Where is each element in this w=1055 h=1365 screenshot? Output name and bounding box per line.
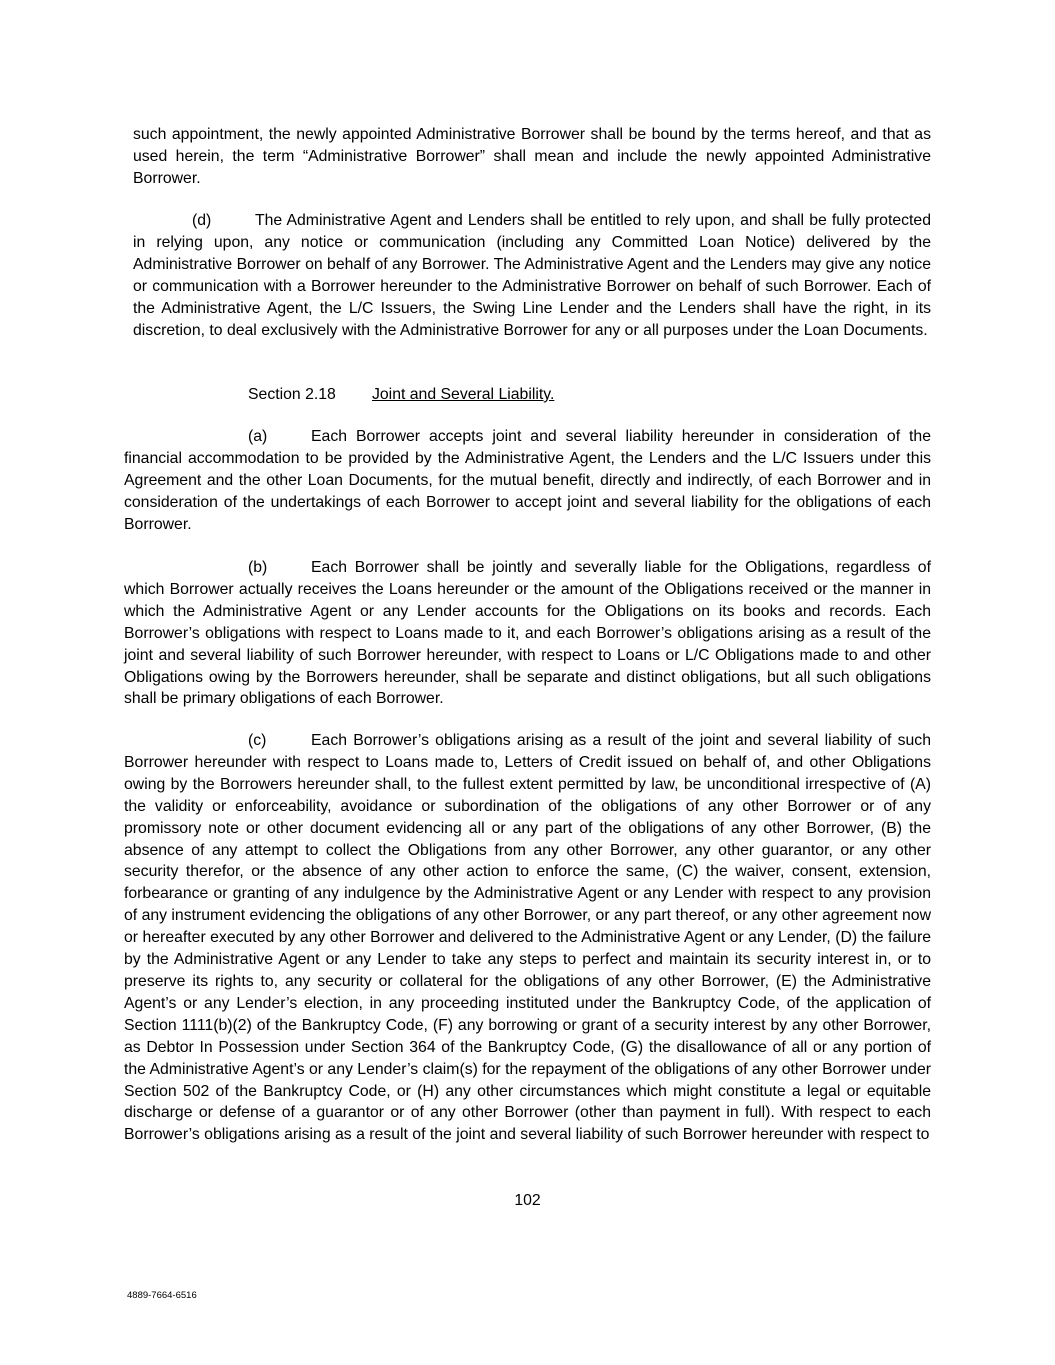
- section-number: Section 2.18: [248, 386, 336, 403]
- paragraph-c-label: (c): [248, 732, 267, 749]
- paragraph-a-text: Each Borrower accepts joint and several liability hereunder in consideration of the financial accommodation to be provided by the Administrative Agent, the Lenders and the L/C Issuers under this Agreement and the other Loan Documents, for the mutual benefit, directly and indirectly, of each Borrower and in consideration of the undertakings of each Borrower to accept joint and several liability for the obligations of each Borrower.: [124, 428, 931, 533]
- paragraph-a: [124, 426, 931, 536]
- paragraph-d: [133, 210, 931, 341]
- paragraph-b-label: (b): [248, 559, 268, 576]
- paragraph-d-text: The Administrative Agent and Lenders shall be entitled to rely upon, and shall be fully protected in relying upon, any notice or communication (including any Committed Loan Notice) delivered by the Administrative Borrower on behalf of any Borrower. The Administrative Agent and the Lenders may give any notice or communication with a Borrower hereunder to the Administrative Borrower on behalf of such Borrower. Each of the Administrative Agent, the L/C Issuers, the Swing Line Lender and the Lenders shall have the right, in its discretion, to deal exclusively with the Administrative Borrower for any or all purposes under the Loan Documents.: [133, 212, 931, 339]
- continuation-paragraph: such appointment, the newly appointed Administrative Borrower shall be bound by the terms hereof, and that as used herein, the term “Administrative Borrower” shall mean and include the newly appointed Administrative Borrower.: [133, 126, 931, 187]
- section-heading: [248, 384, 554, 406]
- paragraph-b-text: Each Borrower shall be jointly and severally liable for the Obligations, regardless of which Borrower actually receives the Loans hereunder or the amount of the Obligations received or the manner in which the Administrative Agent or any Lender accounts for the Obligations on its books and records. Each Borrower’s obligations with respect to Loans made to it, and each Borrower’s obligations arising as a result of the joint and several liability of such Borrower hereunder, with respect to Loans or L/C Obligations made to and other Obligations owing by the Borrowers hereunder, shall be separate and distinct obligations, but all such obligations shall be primary obligations of each Borrower.: [124, 559, 931, 708]
- document-id: 4889-7664-6516: [127, 1290, 197, 1301]
- paragraph-b: [124, 557, 931, 710]
- paragraph-c: [124, 730, 931, 1146]
- paragraph-a-label: (a): [248, 428, 268, 445]
- page-number: 102: [514, 1192, 541, 1209]
- paragraph-c-text: Each Borrower’s obligations arising as a result of the joint and several liability of such Borrower hereunder with respect to Loans made to, Letters of Credit issued on behalf of, and other Obligations owing by the Borrowers hereunder shall, to the fullest extent permitted by law, be unconditional irrespective of (A) the validity or enforceability, avoidance or subordination of the obligations of any other Borrower or of any promissory note or other document evidencing all or any part of the obligations of any other Borrower, (B) the absence of any attempt to collect the Obligations from any other Borrower, any other guarantor, or any other security therefor, or the absence of any other action to enforce the same, (C) the waiver, consent, extension, forbearance or granting of any indulgence by the Administrative Agent or any Lender with respect to any provision of any instrument evidencing the obligations of any other Borrower, or any part thereof, or any other agreement now or hereafter executed by any other Borrower and delivered to the Administrative Agent or any Lender, (D) the failure by the Administrative Agent or any Lender to take any steps to perfect and maintain its security interest in, or to preserve its rights to, any security or collateral for the obligations of any other Borrower, (E) the Administrative Agent’s or any Lender’s election, in any proceeding instituted under the Bankruptcy Code, of the application of Section 1111(b)(2) of the Bankruptcy Code, (F) any borrowing or grant of a security interest by any other Borrower, as Debtor In Possession under Section 364 of the Bankruptcy Code, (G) the disallowance of all or any portion of the Administrative Agent’s or any Lender’s claim(s) for the repayment of the obligations of any other Borrower under Section 502 of the Bankruptcy Code, or (H) any other circumstances which might constitute a legal or equitable discharge or defense of a guarantor or of any other Borrower (other than payment in full). With respect to each Borrower’s obligations arising as a result of the joint and several liability of such Borrower hereunder with respect to: [124, 732, 931, 1144]
- section-title: Joint and Several Liability.: [372, 386, 555, 403]
- paragraph-d-label: (d): [192, 212, 212, 229]
